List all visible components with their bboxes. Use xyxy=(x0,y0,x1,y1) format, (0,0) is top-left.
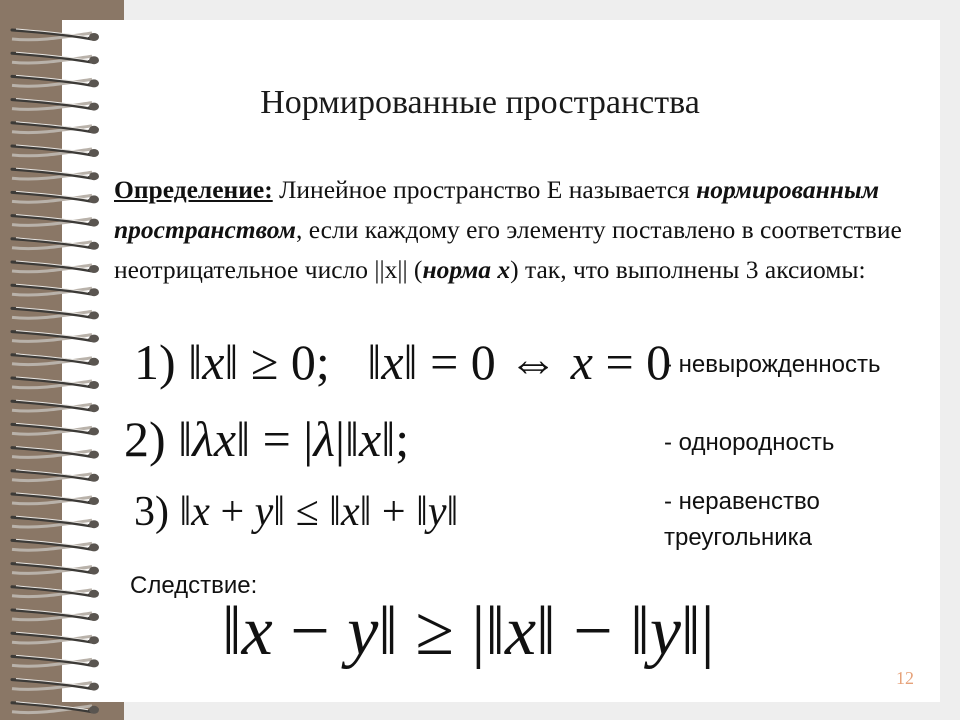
axiom-1-formula xyxy=(134,333,671,391)
corollary-formula: ‖x − y‖ ≥ |‖x‖ − ‖y‖| xyxy=(222,593,715,670)
slide-title: Нормированные пространства xyxy=(260,84,700,121)
corollary-label: Следствие: xyxy=(130,572,258,599)
axiom-2-note: - однородность xyxy=(664,429,835,456)
axiom-1-expression: ‖x‖ ≥ 0; ‖x‖ = 0 ⇔ x = 0 xyxy=(188,334,672,390)
definition-label: Определение: xyxy=(114,175,273,204)
definition-text-1: Линейное пространство Е называется xyxy=(272,175,697,204)
axiom-2-number: 2) xyxy=(124,411,166,467)
definition-term: нормированным пространством xyxy=(114,175,880,244)
axiom-3-expression: ‖x + y‖ ≤ ‖x‖ + ‖y‖ xyxy=(179,489,459,535)
axiom-1-number: 1) xyxy=(134,334,176,390)
norm-term: норма x xyxy=(422,255,511,284)
axiom-3-formula xyxy=(134,488,458,536)
axiom-1-note: - невырожденность xyxy=(664,351,881,378)
definition-paragraph xyxy=(114,170,944,290)
axiom-3-number: 3) xyxy=(134,489,169,535)
axiom-3-note: - неравенство треугольника xyxy=(664,488,820,551)
axiom-2-expression: ‖λx‖ = |λ|‖x‖; xyxy=(178,411,410,467)
definition-text-3: ) так, что выполнены 3 аксиомы: xyxy=(510,255,866,284)
page-number: 12 xyxy=(896,668,914,688)
axiom-2-formula xyxy=(124,410,409,468)
definition-text-2: , если каждому его элементу поставлено в соответствие неотрицательное число ||x|| ( xyxy=(114,215,902,284)
